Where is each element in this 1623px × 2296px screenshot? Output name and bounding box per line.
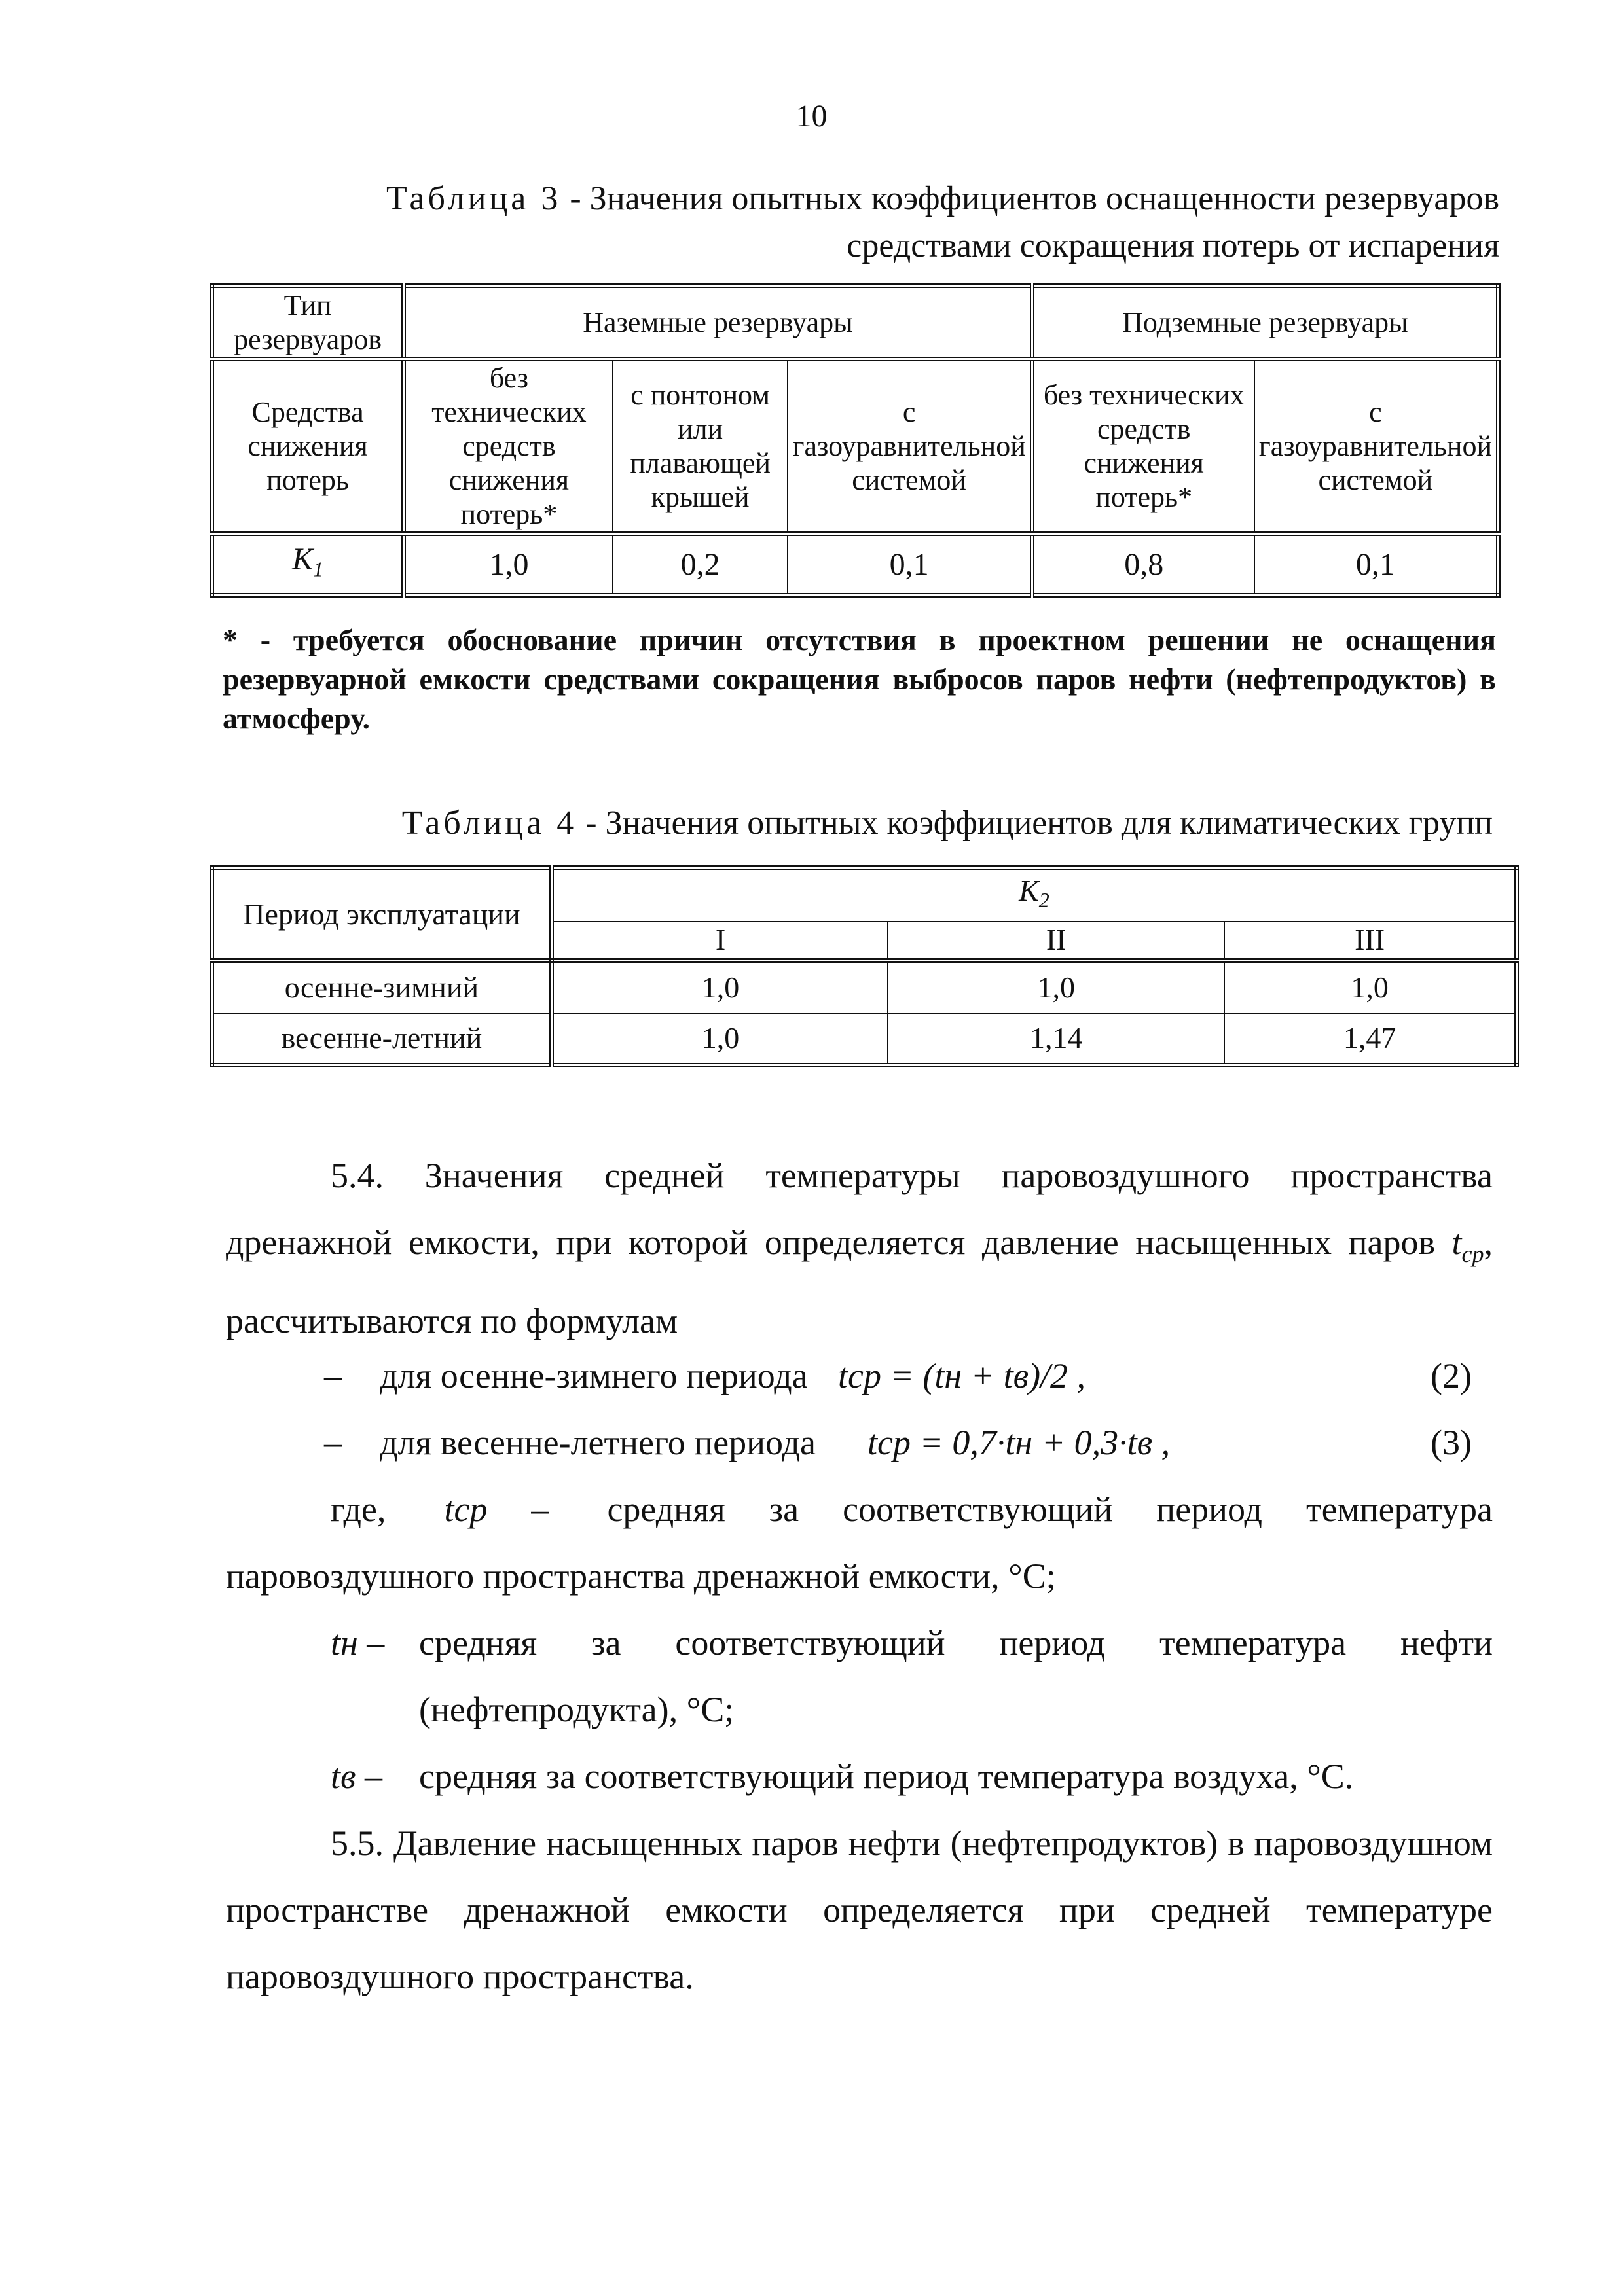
table3 — [210, 283, 1501, 598]
t3-value-3: 0,1 — [788, 534, 1032, 596]
tn-symbol: tн – — [331, 1623, 385, 1662]
table4-caption — [223, 800, 1493, 847]
table3-caption-rest: - Значения опытных коэффициентов оснащенности резервуаров — [561, 180, 1499, 217]
t3-subheader-4: без технических средств снижения потерь* — [1032, 359, 1254, 534]
eq3-number: (3) — [1431, 1423, 1472, 1462]
tcp-symbol: tср – — [444, 1490, 549, 1529]
t3-subheader-2: с понтоном или плавающей крышей — [613, 359, 788, 534]
eq3-dash: – — [324, 1423, 342, 1462]
t3-subheader-1: без технических средств снижения потерь* — [404, 359, 613, 534]
definition-tv — [331, 1743, 1493, 1810]
t4-header-k — [551, 868, 1516, 922]
t4-header-k-sub: 2 — [1038, 888, 1049, 912]
definition-tcp — [226, 1476, 1493, 1609]
table3-caption-lead: Таблица 3 — [386, 180, 562, 217]
t4-group-3: III — [1224, 922, 1516, 961]
t4-row1-value-2: 1,0 — [888, 961, 1224, 1013]
table3-caption — [223, 175, 1499, 270]
table3-caption-line2: средствами сокращения потерь от испарения — [847, 227, 1499, 264]
t3-header-type: Тип резервуаров — [212, 286, 404, 359]
t4-group-2: II — [888, 922, 1224, 961]
t3-subheader-5: с газоуравнительной системой — [1254, 359, 1499, 534]
paragraph-5-4 — [226, 1142, 1493, 1354]
footnote: * - требуется обоснование причин отсутствия в проектном решении не оснащения резервуарной емкости средствами сокращения выбросов паров нефти (нефтепродуктов) в атмосферу. — [223, 623, 1496, 735]
t3-value-2: 0,2 — [613, 534, 788, 596]
eq2-dash: – — [324, 1356, 342, 1395]
t4-header-period: Период эксплуатации — [212, 868, 552, 961]
table4-caption-lead: Таблица 4 — [401, 804, 577, 842]
t3-value-4: 0,8 — [1032, 534, 1254, 596]
paragraph-5-5: 5.5. Давление насыщенных паров нефти (нефтепродуктов) в паровоздушном пространстве дренажной емкости определяется при средней температуре паровоздушного пространства. — [226, 1823, 1493, 1996]
t3-subheader-3: с газоуравнительной системой — [788, 359, 1032, 534]
p54-tail: , рассчитываются по формулам — [226, 1223, 1493, 1340]
definition-tn — [331, 1609, 1493, 1743]
t4-period-1: осенне-зимний — [212, 961, 552, 1013]
page-number: 10 — [795, 99, 828, 134]
t3-row-label-k: K — [292, 542, 314, 577]
t3-row-label-sub: 1 — [313, 557, 324, 581]
eq2-number: (2) — [1431, 1356, 1472, 1395]
tv-definition: средняя за соответствующий период температура воздуха, °С. — [419, 1757, 1354, 1796]
t4-row2-value-3: 1,47 — [1224, 1013, 1516, 1066]
t3-header-means: Средства снижения потерь — [212, 359, 404, 534]
t4-group-1: I — [551, 922, 888, 961]
t3-value-1: 1,0 — [404, 534, 613, 596]
tcp-definition: средняя за соответствующий период температура паровоздушного пространства дренажной емкости, °С; — [226, 1490, 1493, 1596]
eq3-formula: tср = 0,7·tн + 0,3·tв , — [867, 1423, 1171, 1462]
where-word: где, — [331, 1490, 386, 1529]
eq2-formula: tср = (tн + tв)/2 , — [838, 1356, 1086, 1395]
tv-symbol: tв – — [331, 1757, 382, 1796]
t4-row1-value-1: 1,0 — [551, 961, 888, 1013]
t3-header-ground: Наземные резервуары — [404, 286, 1032, 359]
eq2-label: для осенне-зимнего периода — [380, 1356, 808, 1395]
t4-row2-value-1: 1,0 — [551, 1013, 888, 1066]
t3-row-label — [212, 534, 404, 596]
t3-header-underground: Подземные резервуары — [1032, 286, 1498, 359]
eq3-label: для весенне-летнего периода — [380, 1423, 816, 1462]
t4-row2-value-2: 1,14 — [888, 1013, 1224, 1066]
t4-header-k-symbol: K — [1019, 873, 1039, 907]
p54-var-sub: ср — [1461, 1240, 1484, 1267]
p54-text: 5.4. Значения средней температуры паровоздушного пространства дренажной емкости, при которой определяется давление насыщенных паров — [226, 1156, 1493, 1262]
t4-row1-value-3: 1,0 — [1224, 961, 1516, 1013]
tn-definition: средняя за соответствующий период температура нефти (нефтепродукта), °С; — [419, 1623, 1493, 1729]
table4 — [210, 865, 1519, 1067]
table4-caption-rest: - Значения опытных коэффициентов для климатических групп — [577, 804, 1493, 842]
p54-var: t — [1451, 1223, 1462, 1262]
t3-value-5: 0,1 — [1254, 534, 1499, 596]
t4-period-2: весенне-летний — [212, 1013, 552, 1066]
